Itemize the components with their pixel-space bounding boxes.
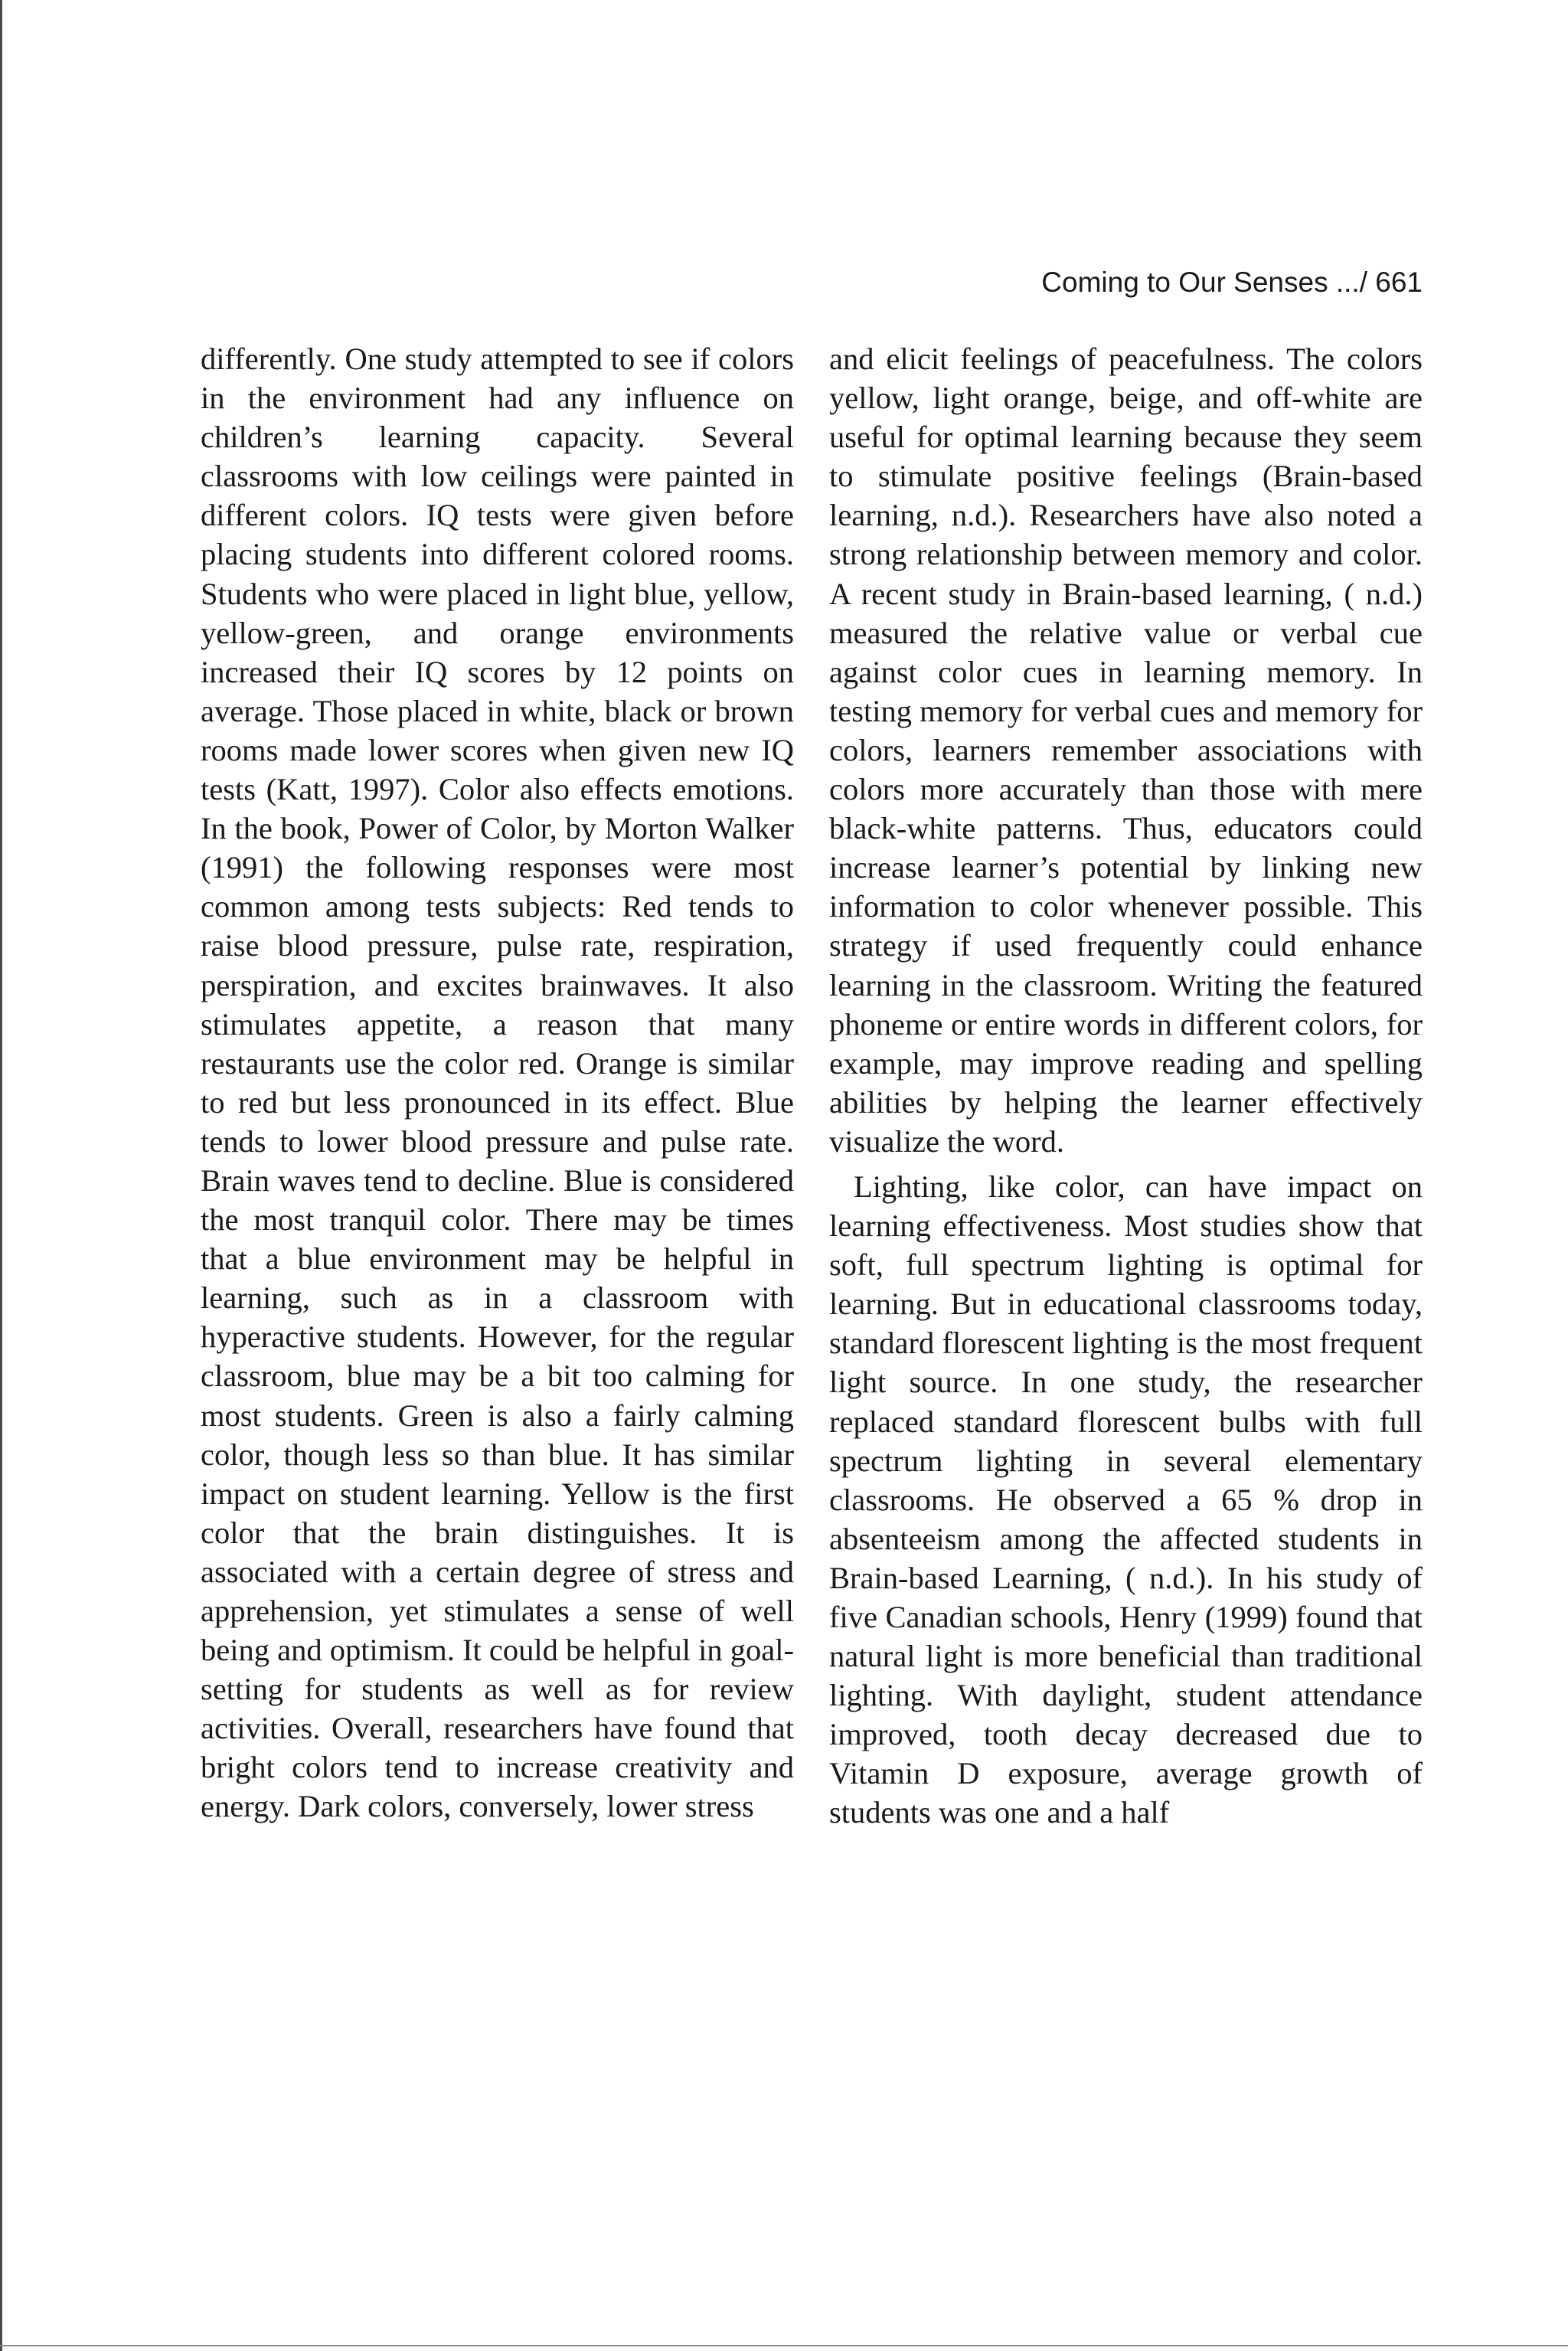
- scan-left-edge: [0, 0, 2, 2351]
- scan-bottom-edge: [0, 2345, 1568, 2346]
- left-column: [201, 339, 794, 1826]
- paragraph: and elicit feelings of peacefulness. The colors yellow, light orange, beige, and off-white are useful for optimal learning because they seem to stimulate positive feelings (Brain-based learning, n.d.). Researchers have also noted a strong relationship between memory and color. A recent study in Brain-based learning, ( n.d.) measured the relative value or verbal cue against color cues in learning memory. In testing memory for verbal cues and memory for colors, learners remember associations with colors more accurately than those with mere black-white patterns. Thus, educators could increase learner’s potential by linking new information to color whenever possible. This strategy if used frequently could enhance learning in the classroom. Writing the featured phoneme or entire words in different colors, for example, may improve reading and spelling abilities by helping the learner effectively visualize the word.: [829, 342, 1423, 1159]
- paragraph: differently. One study attempted to see if colors in the environment had any influence on children’s learning capacity. Several classrooms with low ceilings were painted in different colors. IQ tests were given before placing students into different colored rooms. Students who were placed in light blue, yellow, yellow-green, and orange environments increased their IQ scores by 12 points on average. Those placed in white, black or brown rooms made lower scores when given new IQ tests (Katt, 1997). Color also effects emotions. In the book, Power of Color, by Morton Walker (1991) the following responses were most common among tests subjects: Red tends to raise blood pressure, pulse rate, respiration, perspiration, and excites brainwaves. It also stimulates appetite, a reason that many restaurants use the color red. Orange is similar to red but less pronounced in its effect. Blue tends to lower blood pressure and pulse rate. Brain waves tend to decline. Blue is considered the most tranquil color. There may be times that a blue environment may be helpful in learning, such as in a classroom with hyperactive students. However, for the regular classroom, blue may be a bit too calming for most students. Green is also a fairly calming color, though less so than blue. It has similar impact on student learning. Yellow is the first color that the brain distinguishes. It is associated with a certain degree of stress and apprehension, yet stimulates a sense of well being and optimism. It could be helpful in goal-setting for students as well as for review activities. Overall, researchers have found that bright colors tend to increase creativity and energy. Dark colors, conversely, lower stress: [201, 342, 794, 1824]
- right-column: [829, 339, 1423, 1833]
- running-head: Coming to Our Senses .../ 661: [1041, 266, 1423, 298]
- paragraph: Lighting, like color, can have impact on learning effectiveness. Most studies show that soft, full spectrum lighting is optimal for learning. But in educational classrooms today, standard florescent lighting is the most frequent light source. In one study, the researcher replaced standard florescent bulbs with full spectrum lighting in several elementary classrooms. He observed a 65 % drop in absenteeism among the affected students in Brain-based Learning, ( n.d.). In his study of five Canadian schools, Henry (1999) found that natural light is more beneficial than traditional lighting. With daylight, student attendance improved, tooth decay decreased due to Vitamin D exposure, average growth of students was one and a half: [829, 1169, 1423, 1830]
